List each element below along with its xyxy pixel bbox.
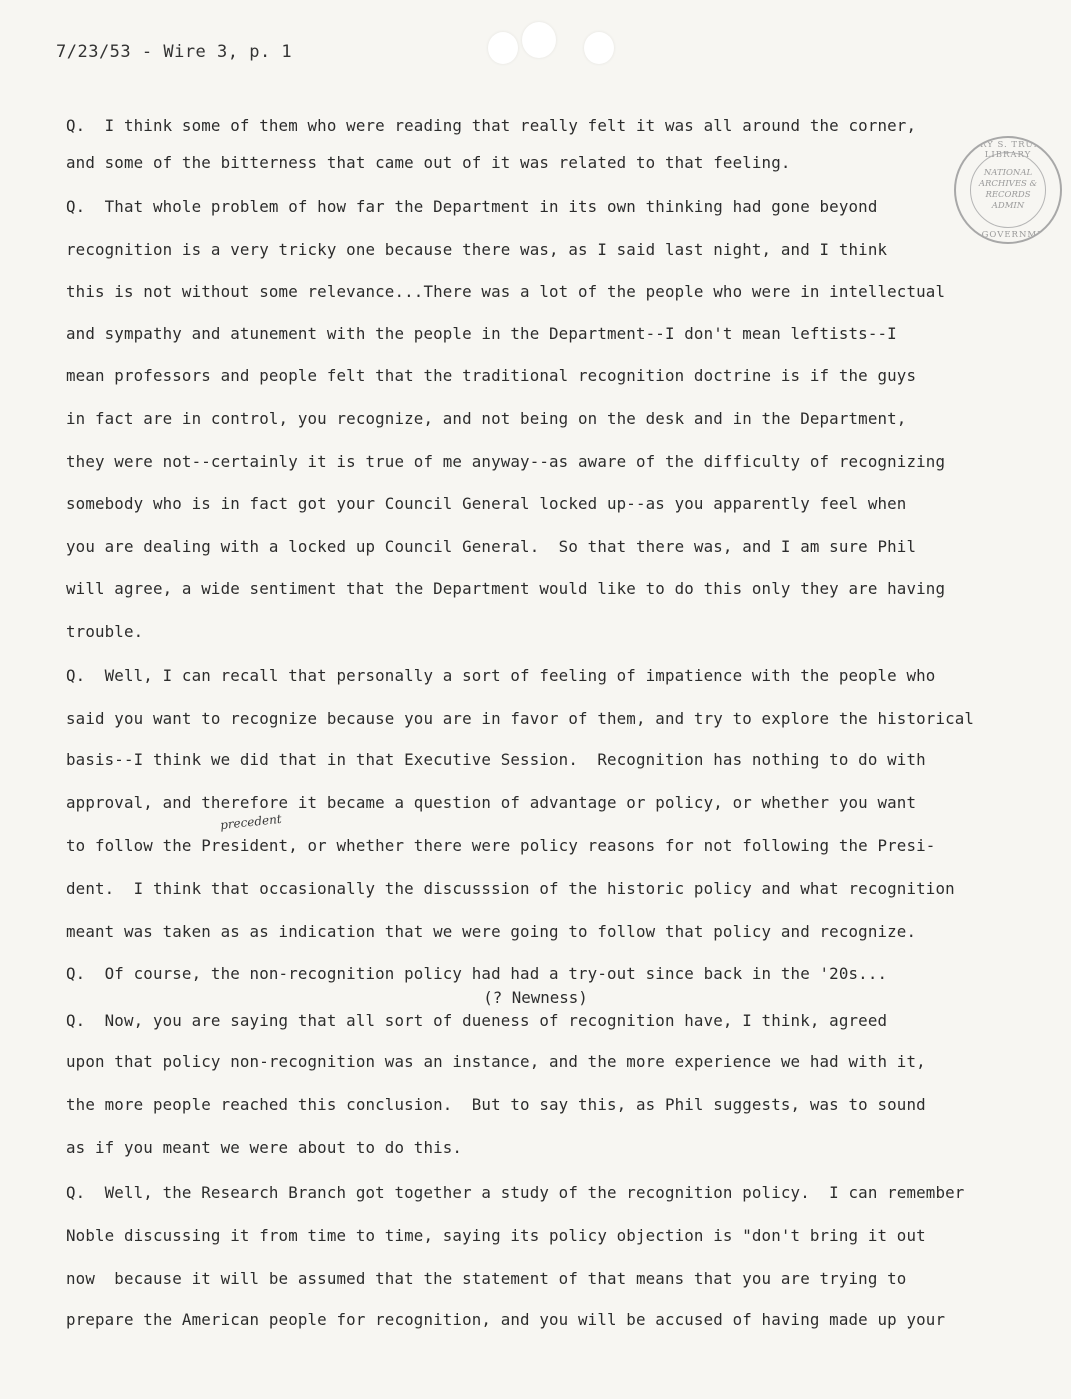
- text-line: mean professors and people felt that the traditional recognition doctrine is if the guys: [66, 366, 917, 385]
- text-line: said you want to recognize because you are in favor of them, and try to explore the historical: [66, 709, 975, 728]
- text-line: to follow the President, or whether there were policy reasons for not following the Presi-: [66, 836, 936, 855]
- text-line: upon that policy non-recognition was an instance, and the more experience we had with it,: [66, 1052, 926, 1071]
- text-line: and some of the bitterness that came out of it was related to that feeling.: [66, 153, 791, 172]
- text-line: somebody who is in fact got your Council General locked up--as you apparently feel when: [66, 494, 907, 513]
- text-line: as if you meant we were about to do this.: [66, 1138, 463, 1157]
- text-line: you are dealing with a locked up Council General. So that there was, and I am sure Phil: [66, 537, 917, 556]
- text-line: recognition is a very tricky one because there was, as I said last night, and I think: [66, 240, 888, 259]
- text-line: this is not without some relevance...There was a lot of the people who were in intellectual: [66, 282, 946, 301]
- text-line: the more people reached this conclusion. But to say this, as Phil suggests, was to sound: [66, 1095, 926, 1114]
- text-line: basis--I think we did that in that Executive Session. Recognition has nothing to do with: [66, 750, 926, 769]
- text-line: will agree, a wide sentiment that the Department would like to do this only they are having: [66, 579, 946, 598]
- stamp-center-line: ADMIN: [991, 201, 1025, 211]
- text-line: Q. Well, I can recall that personally a sort of feeling of impatience with the people who: [66, 666, 936, 685]
- text-line: Q. Of course, the non-recognition policy had had a try-out since back in the '20s...: [66, 964, 888, 983]
- stamp-center-line: ARCHIVES &: [978, 179, 1038, 189]
- text-line: Q. Well, the Research Branch got together a study of the recognition policy. I can remember: [66, 1183, 965, 1202]
- archive-stamp: [954, 136, 1062, 244]
- text-line: approval, and therefore it became a question of advantage or policy, or whether you want: [66, 793, 917, 812]
- page-header: 7/23/53 - Wire 3, p. 1: [56, 42, 293, 62]
- text-line: prepare the American people for recognition, and you will be accused of having made up your: [66, 1310, 946, 1329]
- text-line: now because it will be assumed that the statement of that means that you are trying to: [66, 1269, 907, 1288]
- punch-hole: [584, 32, 614, 64]
- handwritten-annotation: precedent: [219, 811, 283, 833]
- punch-hole: [522, 22, 556, 58]
- stamp-center-line: NATIONAL: [983, 168, 1033, 178]
- stamp-top-text: HARRY S. TRUMAN LIBRARY: [957, 140, 1059, 160]
- text-line: they were not--certainly it is true of me anyway--as aware of the difficulty of recognizing: [66, 452, 946, 471]
- text-line: meant was taken as as indication that we were going to follow that policy and recognize.: [66, 922, 917, 941]
- text-line: dent. I think that occasionally the discusssion of the historic policy and what recognition: [66, 879, 955, 898]
- text-line: Noble discussing it from time to time, saying its policy objection is "don't bring it out: [66, 1226, 926, 1245]
- text-line: Q. Now, you are saying that all sort of dueness of recognition have, I think, agreed: [66, 1011, 888, 1030]
- text-line: trouble.: [66, 622, 144, 641]
- text-line: and sympathy and atunement with the people in the Department--I don't mean leftists--I: [66, 324, 897, 343]
- punch-hole: [488, 32, 518, 64]
- text-line: Q. That whole problem of how far the Department in its own thinking had gone beyond: [66, 197, 878, 216]
- stamp-bottom-text: U.S. GOVERNMENT: [956, 230, 1060, 240]
- text-line: Q. I think some of them who were reading that really felt it was all around the corner,: [66, 116, 917, 135]
- interjection: (? Newness): [483, 988, 588, 1007]
- text-line: in fact are in control, you recognize, and not being on the desk and in the Department,: [66, 409, 907, 428]
- stamp-center-line: RECORDS: [985, 190, 1031, 200]
- stamp-center-text: [956, 168, 1060, 212]
